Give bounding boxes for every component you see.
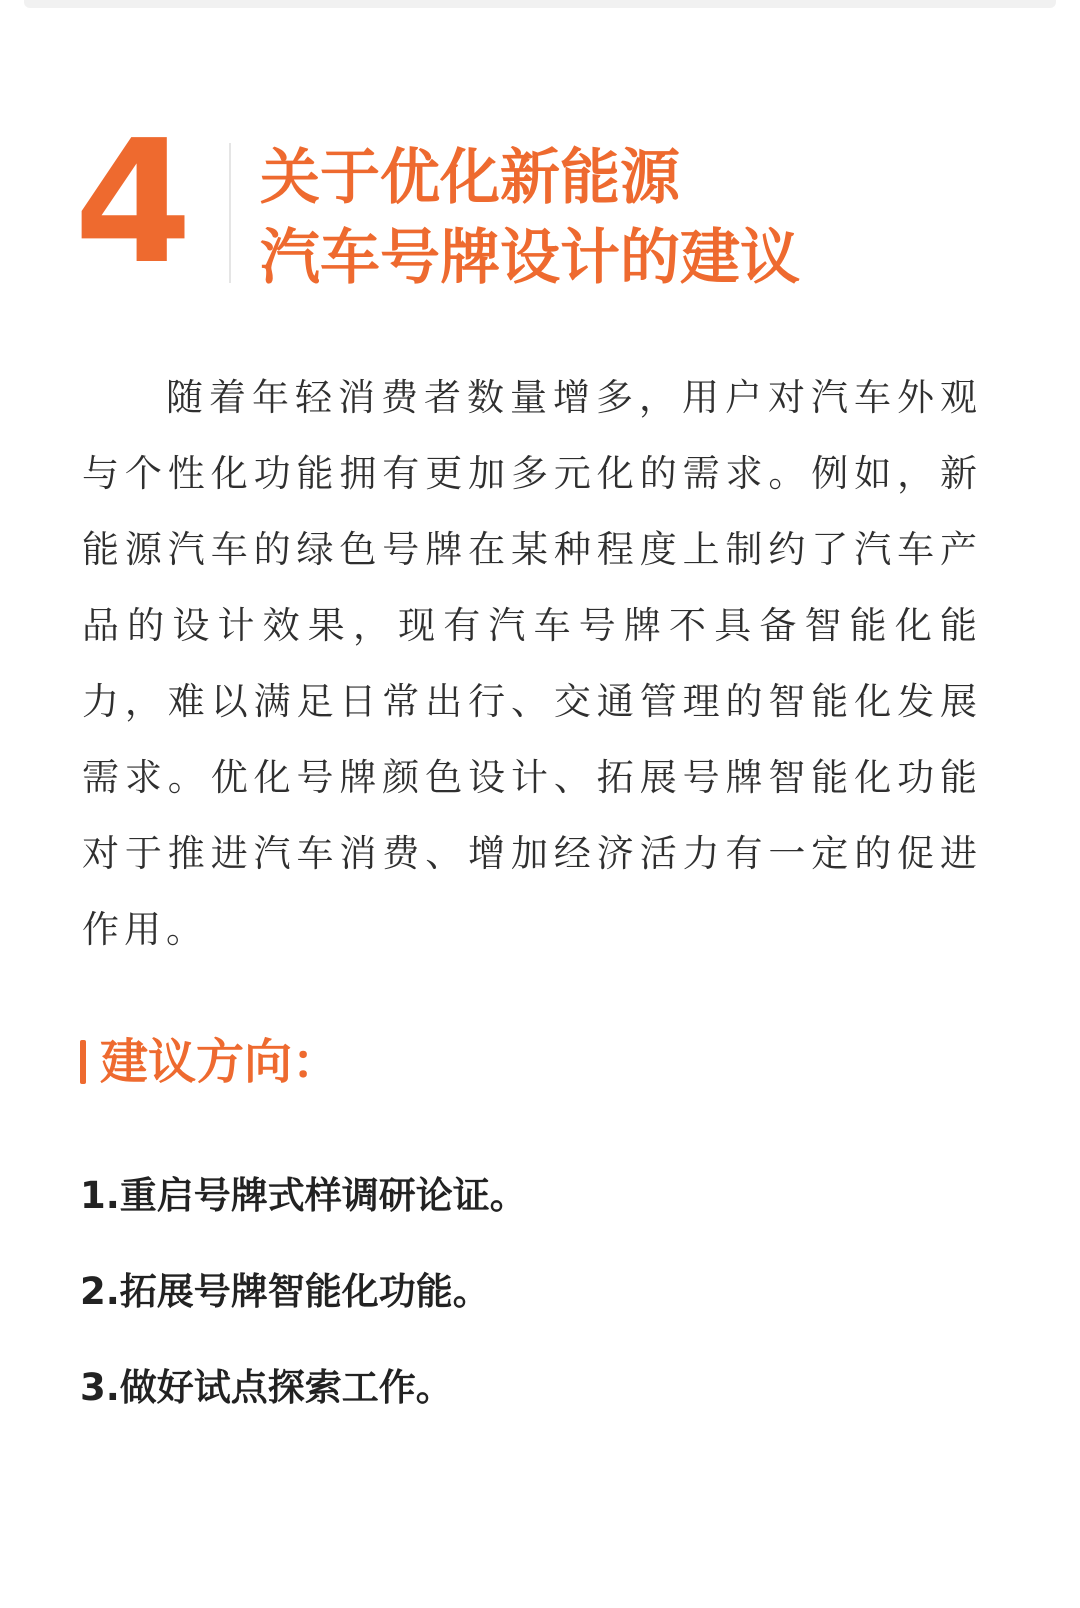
- section-title: [260, 138, 980, 298]
- title-divider: [229, 143, 231, 283]
- section-title-line-2: 汽车号牌设计的建议: [260, 223, 800, 293]
- top-shade: [24, 0, 1056, 8]
- section-number: 4: [74, 104, 189, 302]
- heading-accent-bar: [80, 1040, 86, 1084]
- suggestion-item-3: 3.做好试点探索工作。: [80, 1366, 453, 1409]
- section-title-line-1: 关于优化新能源: [260, 143, 680, 213]
- suggestion-item-1: 1.重启号牌式样调研论证。: [80, 1174, 527, 1217]
- suggestion-list: [80, 1170, 527, 1458]
- suggestions-heading: 建议方向：: [100, 1034, 341, 1090]
- suggestion-item-2: 2.拓展号牌智能化功能。: [80, 1270, 490, 1313]
- body-paragraph: 随着年轻消费者数量增多，用户对汽车外观与个性化功能拥有更加多元化的需求。例如，新能源汽车的绿色号牌在某种程度上制约了汽车产品的设计效果，现有汽车号牌不具备智能化能力，难以满足日常出行、交通管理的智能化发展需求。优化号牌颜色设计、拓展号牌智能化功能对于推进汽车消费、增加经济活力有一定的促进作用。: [82, 376, 982, 951]
